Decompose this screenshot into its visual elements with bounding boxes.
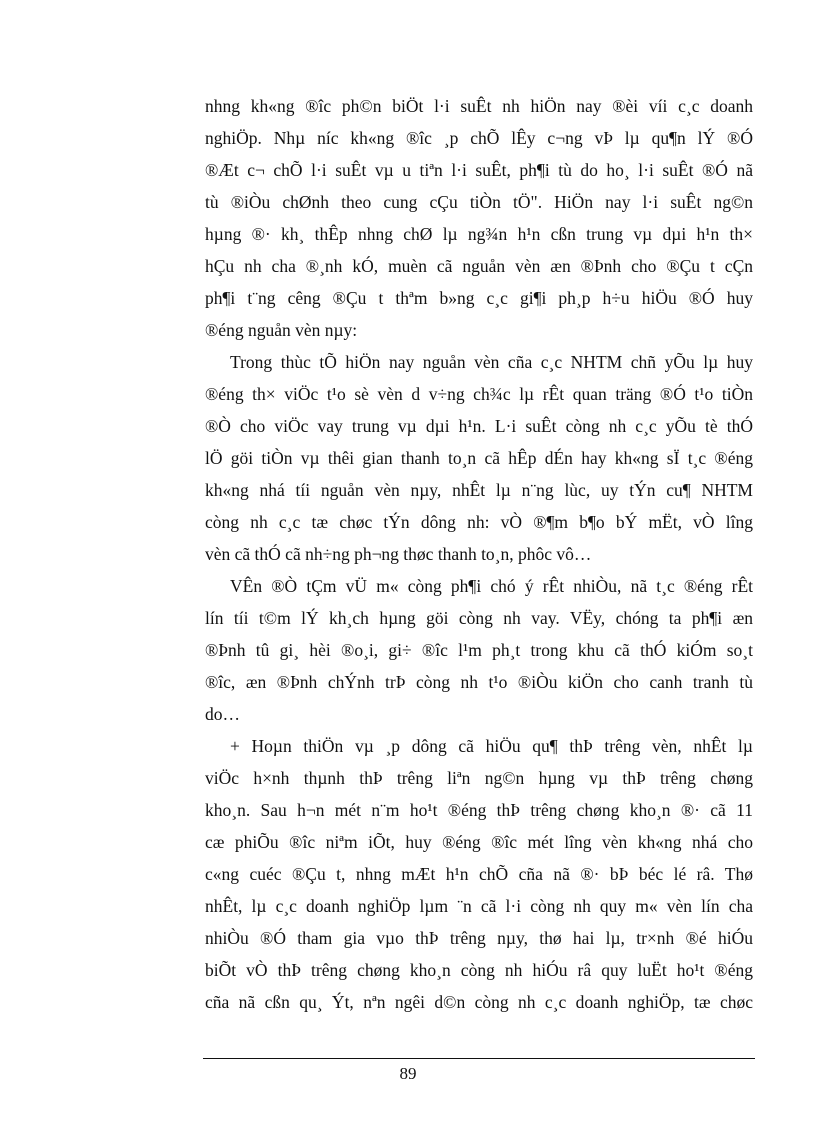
text-line: cña nã cßn qu¸ Ýt, nªn ngêi d©n còng nh c¸c doanh nghiÖp, tæ chøc bbox=[205, 992, 753, 1012]
text-line: c«ng cuéc ®Çu t, nhng mÆt h¹n chÕ cña nã ®· bÞ béc lé râ. Thø bbox=[205, 864, 753, 884]
text-line: ®éng nguån vèn nµy: bbox=[205, 320, 358, 340]
text-line: cæ phiÕu ®îc niªm iÕt, huy ®éng ®îc mét lîng vèn kh«ng nhá cho bbox=[205, 832, 753, 852]
text-line: hÇu nh cha ®¸nh kÓ, muèn cã nguån vèn æn ®Þnh cho ®Çu t cÇn bbox=[205, 256, 753, 276]
text-line: vèn cã thÓ cã nh÷ng ph¬ng thøc thanh to¸n, phôc vô… bbox=[205, 544, 592, 564]
text-line: còng nh c¸c tæ chøc tÝn dông nh: vÒ ®¶m b¶o bÝ mËt, vÒ lîng bbox=[205, 512, 753, 532]
paragraph-start-line: VÊn ®Ò tÇm vÜ m« còng ph¶i chó ý rÊt nhiÒu, nã t¸c ®éng rÊt bbox=[230, 576, 753, 596]
footer-divider bbox=[203, 1058, 755, 1059]
text-line: ®Ò cho viÖc vay trung vµ dµi h¹n. L·i suÊt còng nh c¸c yÕu tè thÓ bbox=[205, 416, 753, 436]
text-line: ph¶i t¨ng cêng ®Çu t thªm b»ng c¸c gi¶i ph¸p h÷u hiÖu ®Ó huy bbox=[205, 288, 753, 308]
text-line: ®Þnh tû gi¸ hèi ®o¸i, gi÷ ®îc l¹m ph¸t trong khu cã thÓ kiÓm so¸t bbox=[205, 640, 753, 660]
text-line: viÖc h×nh thµnh thÞ trêng liªn ng©n hµng vµ thÞ trêng chøng bbox=[205, 768, 753, 788]
text-line: lín tíi t©m lÝ kh¸ch hµng göi còng nh vay. VËy, chóng ta ph¶i æn bbox=[205, 608, 753, 628]
text-line: ®îc, æn ®Þnh chÝnh trÞ còng nh t¹o ®iÒu kiÖn cho canh tranh tù bbox=[205, 672, 753, 692]
text-line: hµng ®· kh¸ thÊp nhng chØ lµ ng¾n h¹n cßn trung vµ dµi h¹n th× bbox=[205, 224, 753, 244]
paragraph-start-line: + Hoµn thiÖn vµ ¸p dông cã hiÖu qu¶ thÞ trêng vèn, nhÊt lµ bbox=[230, 736, 753, 756]
text-line: nhÊt, lµ c¸c doanh nghiÖp lµm ¨n cã l·i còng nh quy m« vèn lín cha bbox=[205, 896, 753, 916]
text-line: kh«ng nhá tíi nguån vèn nµy, nhÊt lµ n¨ng lùc, uy tÝn cu¶ NHTM bbox=[205, 480, 753, 500]
text-line: ®Æt c¬ chÕ l·i suÊt vµ u tiªn l·i suÊt, ph¶i tù do ho¸ l·i suÊt ®Ó nã bbox=[205, 160, 753, 180]
text-line: nhiÒu ®Ó tham gia vµo thÞ trêng nµy, thø hai lµ, tr×nh ®é hiÓu bbox=[205, 928, 753, 948]
text-line: do… bbox=[205, 704, 240, 724]
text-line: kho¸n. Sau h¬n mét n¨m ho¹t ®éng thÞ trêng chøng kho¸n ®· cã 11 bbox=[205, 800, 753, 820]
paragraph-start-line: Trong thùc tÕ hiÖn nay nguån vèn cña c¸c NHTM chñ yÕu lµ huy bbox=[230, 352, 753, 372]
text-line: nghiÖp. Nhµ níc kh«ng ®îc ¸p chÕ lÊy c¬ng vÞ lµ qu¶n lÝ ®Ó bbox=[205, 128, 753, 148]
text-line: ®éng th× viÖc t¹o sè vèn d v÷ng ch¾c lµ rÊt quan träng ®Ó t¹o tiÒn bbox=[205, 384, 753, 404]
text-line: tù ®iÒu chØnh theo cung cÇu tiÒn tÖ". HiÖn nay l·i suÊt ng©n bbox=[205, 192, 753, 212]
body-text bbox=[205, 90, 753, 1018]
text-line: nhng kh«ng ®îc ph©n biÖt l·i suÊt nh hiÖn nay ®èi víi c¸c doanh bbox=[205, 96, 753, 116]
text-line: lÖ göi tiÒn vµ thêi gian thanh to¸n cã hÊp dÉn hay kh«ng sÏ t¸c ®éng bbox=[205, 448, 753, 468]
page-number: 89 bbox=[399, 1064, 417, 1083]
text-line: biÕt vÒ thÞ trêng chøng kho¸n còng nh hiÓu râ quy luËt ho¹t ®éng bbox=[205, 960, 753, 980]
